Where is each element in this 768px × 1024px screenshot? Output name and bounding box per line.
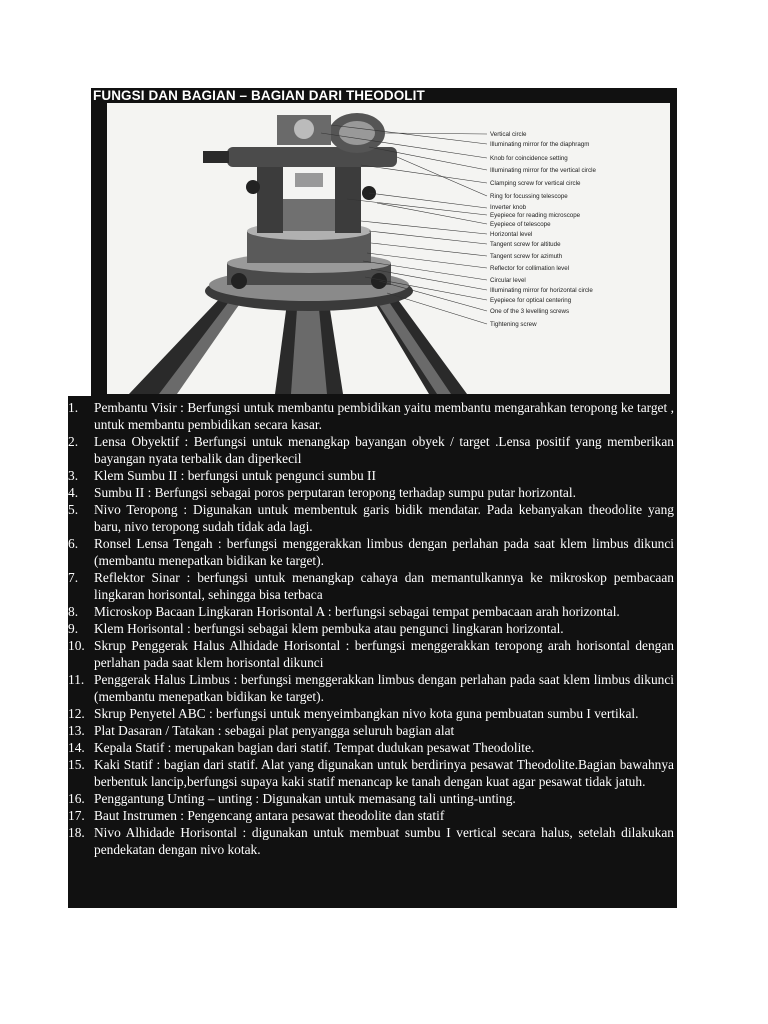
list-item <box>68 569 674 603</box>
list-item-number: 5. <box>68 502 79 517</box>
list-item <box>68 705 674 722</box>
list-item-text: Skrup Penggerak Halus Alhidade Horisontal : berfungsi menggerakkan teropong arah horisontal dengan perlahan pada saat klem horisontal dikunci <box>94 638 674 670</box>
list-item <box>68 671 674 705</box>
figure-label: Ring for focussing telescope <box>490 193 568 200</box>
figure-label: Vertical circle <box>490 131 527 138</box>
list-item-number: 16. <box>68 791 85 806</box>
figure-label: Tightening screw <box>490 321 537 328</box>
list-item <box>68 484 674 501</box>
list-item <box>68 637 674 671</box>
list-item-text: Penggerak Halus Limbus : berfungsi menggerakkan limbus dengan perlahan pada saat klem limbus dikunci (membantu menepatkan bidikan ke target). <box>94 672 674 704</box>
figure-label: Inverter knob <box>490 204 527 211</box>
list-item-number: 9. <box>68 621 79 636</box>
list-item-number: 1. <box>68 400 79 415</box>
figure-label: Eyepiece of telescope <box>490 221 551 228</box>
figure-label: Reflector for collimation level <box>490 265 570 272</box>
list-item-text: Klem Horisontal : berfungsi sebagai klem pembuka atau pengunci lingkaran horizontal. <box>94 621 564 636</box>
list-item-text: Baut Instrumen : Pengencang antara pesawat theodolite dan statif <box>94 808 445 823</box>
list-item-number: 4. <box>68 485 79 500</box>
list-item <box>68 467 674 484</box>
list-item-text: Lensa Obyektif : Berfungsi untuk menangkap bayangan obyek / target .Lensa positif yang memberikan bayangan nyata terbalik dan diperkecil <box>94 434 674 466</box>
list-item-number: 12. <box>68 706 85 721</box>
figure-label: One of the 3 levelling screws <box>490 308 570 315</box>
theodolite-illustration <box>107 103 670 394</box>
list-item-number: 11. <box>68 672 85 687</box>
list-item-number: 14. <box>68 740 85 755</box>
list-item <box>68 501 674 535</box>
list-item-text: Microskop Bacaan Lingkaran Horisontal A : berfungsi sebagai tempat pembacaan arah horizontal. <box>94 604 620 619</box>
list-item-number: 18. <box>68 825 85 840</box>
figure-label: Illuminating mirror for the vertical circle <box>490 167 596 174</box>
list-item-text: Plat Dasaran / Tatakan : sebagai plat penyangga seluruh bagian alat <box>94 723 455 738</box>
list-item <box>68 433 674 467</box>
list-item-text: Sumbu II : Berfungsi sebagai poros perputaran teropong terhadap sumpu putar horizontal. <box>94 485 576 500</box>
figure-label: Tangent screw for altitude <box>490 241 561 248</box>
list-item-text: Nivo Alhidade Horisontal : digunakan untuk membuat sumbu I vertical secara halus, setelah dilakukan pendekatan dengan nivo kotak. <box>94 825 674 857</box>
figure-label: Circular level <box>490 277 526 284</box>
list-item <box>68 824 674 858</box>
list-item-text: Nivo Teropong : Digunakan untuk membentuk garis bidik mendatar. Pada kebanyakan theodolite yang baru, nivo teropong sudah tidak ada lagi. <box>94 502 674 534</box>
figure-labels <box>490 131 596 328</box>
list-item-number: 6. <box>68 536 79 551</box>
list-item-text: Reflektor Sinar : berfungsi untuk menangkap cahaya dan memantulkannya ke mikroskop pembacaan lingkaran horisontal, sehingga bisa terbaca <box>94 570 674 602</box>
list-item-text: Ronsel Lensa Tengah : berfungsi menggerakkan limbus dengan perlahan pada saat klem limbus dikunci (membantu menepatkan bidikan ke target). <box>94 536 674 568</box>
list-item-number: 13. <box>68 723 85 738</box>
figure-label: Tangent screw for azimuth <box>490 253 563 260</box>
list-item-text: Pembantu Visir : Berfungsi untuk membantu pembidikan yaitu membantu mengarahkan teropong ke target , untuk membantu pembidikan secara kasar. <box>94 400 674 432</box>
list-item <box>68 756 674 790</box>
list-item-text: Skrup Penyetel ABC : berfungsi untuk menyeimbangkan nivo kota guna pembuatan sumbu I vertikal. <box>94 706 639 721</box>
list-item-text: Kaki Statif : bagian dari statif. Alat yang digunakan untuk berdirinya pesawat Theodolite.Bagian bawahnya berbentuk lancip,berfungsi supaya kaki statif menancap ke tanah dengan kuat agar pesawat tidak jatuh. <box>94 757 674 789</box>
figure-label: Horizontal level <box>490 231 533 238</box>
figure-label: Eyepiece for optical centering <box>490 297 572 304</box>
figure-label: Illuminating mirror for the diaphragm <box>490 141 590 148</box>
list-item <box>68 603 674 620</box>
parts-function-list <box>68 399 674 858</box>
list-item-number: 17. <box>68 808 85 823</box>
list-item <box>68 790 674 807</box>
list-item <box>68 535 674 569</box>
list-item-number: 7. <box>68 570 79 585</box>
list-item <box>68 620 674 637</box>
list-item-number: 3. <box>68 468 79 483</box>
list-item-number: 2. <box>68 434 79 449</box>
list-item <box>68 807 674 824</box>
figure-label: Clamping screw for vertical circle <box>490 180 581 187</box>
list-item <box>68 722 674 739</box>
list-item-number: 8. <box>68 604 79 619</box>
list-item-text: Penggantung Unting – unting : Digunakan untuk memasang tali unting-unting. <box>94 791 516 806</box>
list-item-text: Kepala Statif : merupakan bagian dari statif. Tempat dudukan pesawat Theodolite. <box>94 740 535 755</box>
figure-label: Illuminating mirror for horizontal circle <box>490 287 593 294</box>
theodolite-figure <box>107 103 670 394</box>
list-item <box>68 399 674 433</box>
list-item-text: Klem Sumbu II : berfungsi untuk pengunci sumbu II <box>94 468 376 483</box>
list-item <box>68 739 674 756</box>
figure-label: Eyepiece for reading microscope <box>490 212 581 219</box>
list-item-number: 15. <box>68 757 85 772</box>
document-title: FUNGSI DAN BAGIAN – BAGIAN DARI THEODOLIT <box>93 88 425 103</box>
figure-label: Knob for coincidence setting <box>490 155 568 162</box>
list-item-number: 10. <box>68 638 85 653</box>
